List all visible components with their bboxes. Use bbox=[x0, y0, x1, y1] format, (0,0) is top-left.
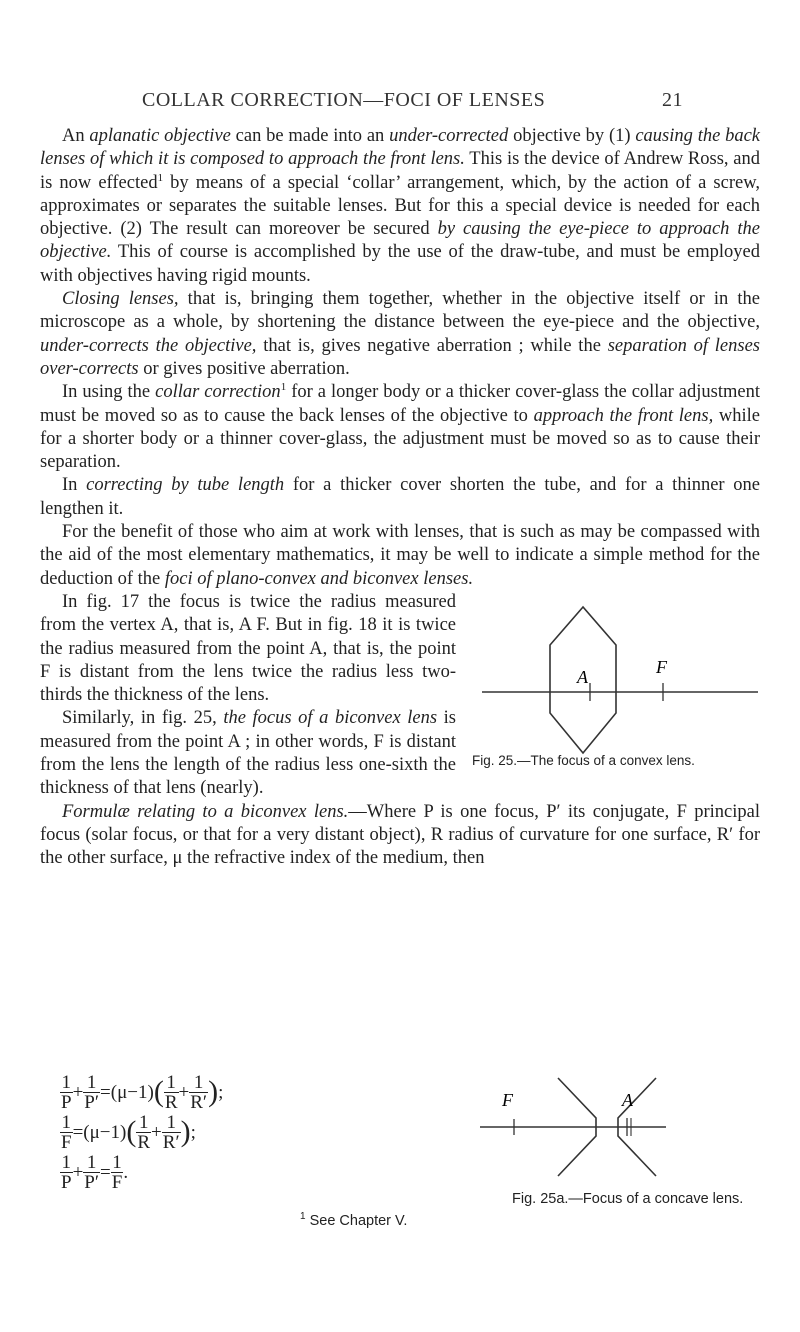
paragraph-tube-length: In correcting by tube length for a thicker cover shorten the tube, and for a thinner one lengthen it. bbox=[40, 475, 760, 519]
figure-25a-drawing bbox=[478, 1072, 678, 1182]
paragraph-formulae: Formulæ relating to a biconvex lens.—Where P is one focus, P′ its conjugate, F principal focus (solar focus, or that for a very distant object), R radius of curvature for one surface, R′ for the other surface, μ the refractive index of the medium, then bbox=[40, 801, 760, 869]
header-title: COLLAR CORRECTION—FOCI OF LENSES bbox=[142, 89, 546, 111]
formula-block bbox=[60, 1072, 223, 1192]
footnote-text: See Chapter V. bbox=[305, 1213, 408, 1229]
formula-principal-focus: $\frac{1}{F}$ = (μ−1) ( $\frac{1}{R}$ + $\frac{1}{R'}$ ) ; bbox=[61, 1111, 196, 1153]
paragraph-closing-lenses: Closing lenses, that is, bringing them together, whether in the objective itself or in the microscope as a whole, by shortening the distance between the eye-piece and the objective, under-corrects the objective, that is, gives negative aberration ; while the separation of lenses over-corrects or gives positive aberration. bbox=[40, 289, 760, 379]
label-a-25a: A bbox=[622, 1090, 633, 1110]
footnote-ref: 1 bbox=[157, 171, 164, 184]
paragraph-benefit: For the benefit of those who aim at work with lenses, that is such as may be compassed with the aid of the most elementary mathematics, it may be well to indicate a simple method for the deduction of the foci of plano-convex and biconvex lenses. bbox=[40, 522, 760, 589]
footnote-ref: 1 bbox=[280, 381, 287, 394]
paragraph-similarly: Similarly, in fig. 25, the focus of a biconvex lens is measured from the point A ; in other words, F is distant from the lens the length of the radius less one-sixth the thickness of that lens (nearly). bbox=[40, 708, 456, 799]
body-text bbox=[40, 125, 760, 871]
formula-conjugate: $\frac{1}{P}$ + $\frac{1}{P'}$ = (μ−1) ( $\frac{1}{R}$ + $\frac{1}{R'}$ ) ; bbox=[61, 1071, 224, 1113]
label-f-25a: F bbox=[502, 1090, 513, 1110]
figure-25a-caption: Fig. 25a.—Focus of a concave lens. bbox=[512, 1191, 744, 1207]
footnote-marker: 1 bbox=[300, 1211, 306, 1223]
figure-25-drawing bbox=[466, 595, 760, 771]
paragraph-collar-correction: In using the collar correction$^1$ for a longer body or a thicker cover-glass the collar adjustment must be moved so as to cause the back lenses of the objective to approach the front lens, while for a shorter body or a thinner cover-glass, the adjustment must be moved so as to cause their separation. bbox=[40, 381, 760, 473]
label-a: A bbox=[577, 666, 588, 687]
footnote bbox=[300, 1213, 407, 1229]
label-f: F bbox=[656, 656, 667, 677]
figure-25 bbox=[466, 595, 760, 771]
formula-lens-equation: $\frac{1}{P}$ + $\frac{1}{P'}$ = $\frac{1}{F}$ . bbox=[61, 1151, 129, 1193]
paragraph-aplanatic: An aplanatic objective can be made into an under-corrected objective by (1) causing the back lenses of which it is composed to approach the front lens. This is the device of Andrew Ross, and is now effected$^1$ by means of a special ‘collar’ arrangement, which, by the action of a screw, approximates or separates the suitable lenses. But for this a special device is needed for each objective. (2) The result can moreover be secured by causing the eye-piece to approach the objective. This of course is accomplished by the use of the draw-tube, and must be employed with objectives having rigid mounts. bbox=[40, 126, 761, 286]
paragraph-fig-17: In fig. 17 the focus is twice the radius measured from the vertex A, that is, A F. But in fig. 18 it is twice the radius measured from the point A, that is, the point F is distant from the lens twice the radius less two-thirds the thickness of the lens. bbox=[40, 591, 456, 706]
page-number: 21 bbox=[662, 89, 683, 111]
figure-25-caption: Fig. 25.—The focus of a convex lens. bbox=[472, 752, 695, 768]
